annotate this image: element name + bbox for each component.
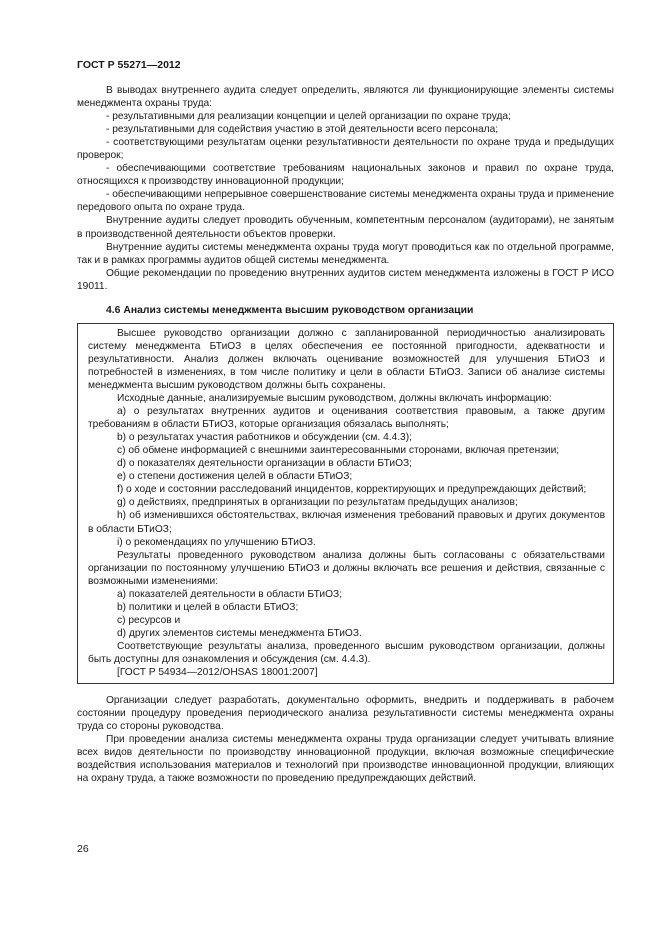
list-item: b) политики и целей в области БТиОЗ; bbox=[117, 601, 299, 613]
list-item: a) показателей деятельности в области БТиОЗ; bbox=[117, 588, 343, 600]
list-item: - результативными для содействия участию в этой деятельности всего персонала; bbox=[106, 124, 499, 136]
list-item: - результативными для реализации концепции и целей организации по охране труда; bbox=[106, 111, 511, 123]
list-item: - обеспечивающими соответствие требованиям национальных законов и правил по охране труда, относящихся к производству инновационной продукции; bbox=[77, 163, 614, 188]
list-item: d) о показателях деятельности организации в области БТиОЗ; bbox=[117, 458, 412, 470]
list-item: а) о результатах внутренних аудитов и оценивания соответствия правовым, а также другим требованиям в области БТиОЗ, которые организация обязалась выполнять; bbox=[88, 406, 605, 431]
paragraph: Внутренние аудиты системы менеджмента охраны труда могут проводиться как по отдельной программе, так и в рамках программы аудитов общей системы менеджмента. bbox=[77, 241, 614, 266]
document-header: ГОСТ Р 55271—2012 bbox=[77, 59, 181, 71]
list-item: g) о действиях, предпринятых в организации по результатам предыдущих анализов; bbox=[117, 497, 518, 509]
list-item: - обеспечивающими непрерывное совершенствование системы менеджмента охраны труда и применение передового опыта по охране труда. bbox=[77, 189, 614, 214]
page-number: 26 bbox=[77, 843, 89, 855]
paragraph: При проведении анализа системы менеджмента охраны труда организации следует учитывать влияние всех видов деятельности по производству инновационной продукции, включая возможные специфические воздействия использования материалов и технологий при производстве инновационной продукции, влияющих на охрану труда, а также возможности по проведению предупреждающих действий. bbox=[77, 734, 614, 785]
list-item: i) о рекомендациях по улучшению БТиОЗ. bbox=[117, 536, 316, 548]
citation: [ГОСТ Р 54934—2012/OHSAS 18001:2007] bbox=[117, 667, 318, 679]
section-heading: 4.6 Анализ системы менеджмента высшим руководством организации bbox=[106, 304, 474, 316]
list-item: h) об изменившихся обстоятельствах, включая изменения требований правовых и других документов в области БТиОЗ; bbox=[88, 510, 605, 535]
list-item: c) об обмене информацией с внешними заинтересованными сторонами, включая претензии; bbox=[117, 445, 560, 457]
list-item: e) о степени достижения целей в области БТиОЗ; bbox=[117, 471, 353, 483]
list-item: b) о результатах участия работников и обсуждении (см. 4.4.3); bbox=[117, 432, 412, 444]
box-paragraph: Высшее руководство организации должно с запланированной периодичностью анализировать систему менеджмента БТиОЗ в целях обеспечения ее постоянной пригодности, адекватности и результативности. Анализ должен включать оценивание возможностей для улучшения БТиОЗ и потребностей в изменениях, в том числе политику и цели в области БТиОЗ. Записи об анализе системы менеджмента высшим руководством должны быть сохранены. bbox=[88, 327, 605, 391]
paragraph: В выводах внутреннего аудита следует определить, являются ли функционирующие элементы системы менеджмента охраны труда: bbox=[77, 85, 614, 110]
list-item: d) других элементов системы менеджмента БТиОЗ. bbox=[117, 627, 362, 639]
list-item: c) ресурсов и bbox=[117, 614, 181, 626]
list-item: - соответствующими результатам оценки результативности деятельности по охране труда и предыдущих проверок; bbox=[77, 137, 614, 162]
box-paragraph: Соответствующие результаты анализа, проведенного высшим руководством организации, должны быть доступны для ознакомления и обсуждения (см. 4.4.3). bbox=[88, 640, 605, 665]
list-item: f) о ходе и состоянии расследований инцидентов, корректирующих и предупреждающих действий; bbox=[117, 484, 587, 496]
paragraph: Общие рекомендации по проведению внутренних аудитов систем менеджмента изложены в ГОСТ Р ИСО 19011. bbox=[77, 267, 614, 292]
paragraph: Организации следует разработать, документально оформить, внедрить и поддерживать в рабочем состоянии процедуру проведения периодического анализа результативности системы менеджмента охраны труда со стороны руководства. bbox=[77, 695, 614, 733]
page-content bbox=[77, 84, 614, 785]
quoted-standard-box bbox=[77, 323, 614, 684]
paragraph: Внутренние аудиты следует проводить обученным, компетентным персоналом (аудиторами), не занятым в производственной деятельности объектов проверки. bbox=[77, 215, 614, 240]
box-paragraph: Результаты проведенного руководством анализа должны быть согласованы с обязательствами организации по постоянному улучшению БТиОЗ и должны включать все решения и действия, связанные с возможными изменениями: bbox=[88, 549, 605, 587]
box-paragraph: Исходные данные, анализируемые высшим руководством, должны включать информацию: bbox=[117, 393, 552, 405]
